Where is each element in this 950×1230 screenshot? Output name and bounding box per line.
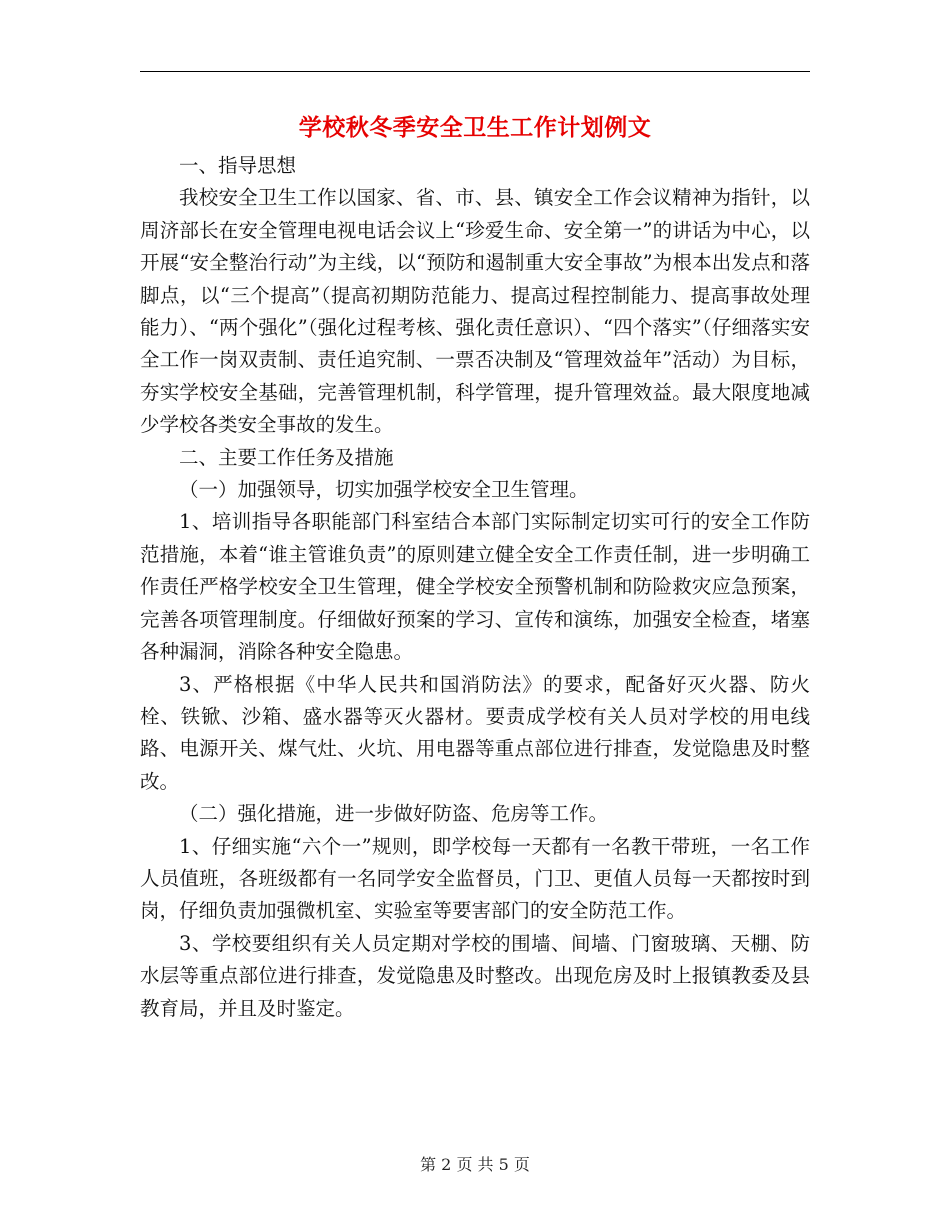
subheading-leadership: （一）加强领导，切实加强学校安全卫生管理。 [179,478,589,502]
paragraph-item-1: 1、培训指导各职能部门科室结合本部门实际制定切实可行的安全工作防范措施，本着“谁主管谁负责”的原则建立健全安全工作责任制，进一步明确工作责任严格学校安全卫生管理，健全学校安全预警机制和防险救灾应急预案，完善各项管理制度。仔细做好预案的学习、宣传和演练，加强安全检查，堵塞各种漏洞，消除各种安全隐患。 [140,510,810,664]
paragraph-item-1-duty: 1、仔细实施“六个一”规则，即学校每一天都有一名教干带班，一名工作人员值班，各班级都有一名同学安全监督员，门卫、更值人员每一天都按时到岗，仔细负责加强微机室、实验室等要害部门的安全防范工作。 [140,834,810,923]
paragraph-item-3-inspection: 3、学校要组织有关人员定期对学校的围墙、间墙、门窗玻璃、天棚、防水层等重点部位进行排查，发觉隐患及时整改。出现危房及时上报镇教委及县教育局，并且及时鉴定。 [140,931,810,1020]
heading-main-tasks: 二、主要工作任务及措施 [179,445,394,469]
paragraph-item-3-fire: 3、严格根据《中华人民共和国消防法》的要求，配备好灭火器、防火栓、铁锨、沙箱、盛水器等灭火器材。要责成学校有关人员对学校的用电线路、电源开关、煤气灶、火坑、用电器等重点部位进行排查，发觉隐患及时整改。 [140,672,810,793]
header-rule [140,71,810,72]
page-number: 第 2 页 共 5 页 [420,1155,530,1174]
subheading-measures: （二）强化措施，进一步做好防盗、危房等工作。 [179,802,609,826]
document-body [140,150,810,1025]
document-title: 学校秋冬季安全卫生工作计划例文 [298,114,652,141]
heading-guiding-thought: 一、指导思想 [179,154,297,177]
paragraph-guiding-thought: 我校安全卫生工作以国家、省、市、县、镇安全工作会议精神为指针，以周济部长在安全管理电视电话会议上“珍爱生命、安全第一”的讲话为中心，以开展“安全整治行动”为主线，以“预防和遏制重大安全事故”为根本出发点和落脚点，以“三个提高”（提高初期防范能力、提高过程控制能力、提高事故处理能力）、“两个强化”（强化过程考核、强化责任意识）、“四个落实”（仔细落实安全工作一岗双责制、责任追究制、一票否决制及“管理效益年”活动）为目标，夯实学校安全基础，完善管理机制，科学管理，提升管理效益。最大限度地减少学校各类安全事故的发生。 [140,186,810,437]
